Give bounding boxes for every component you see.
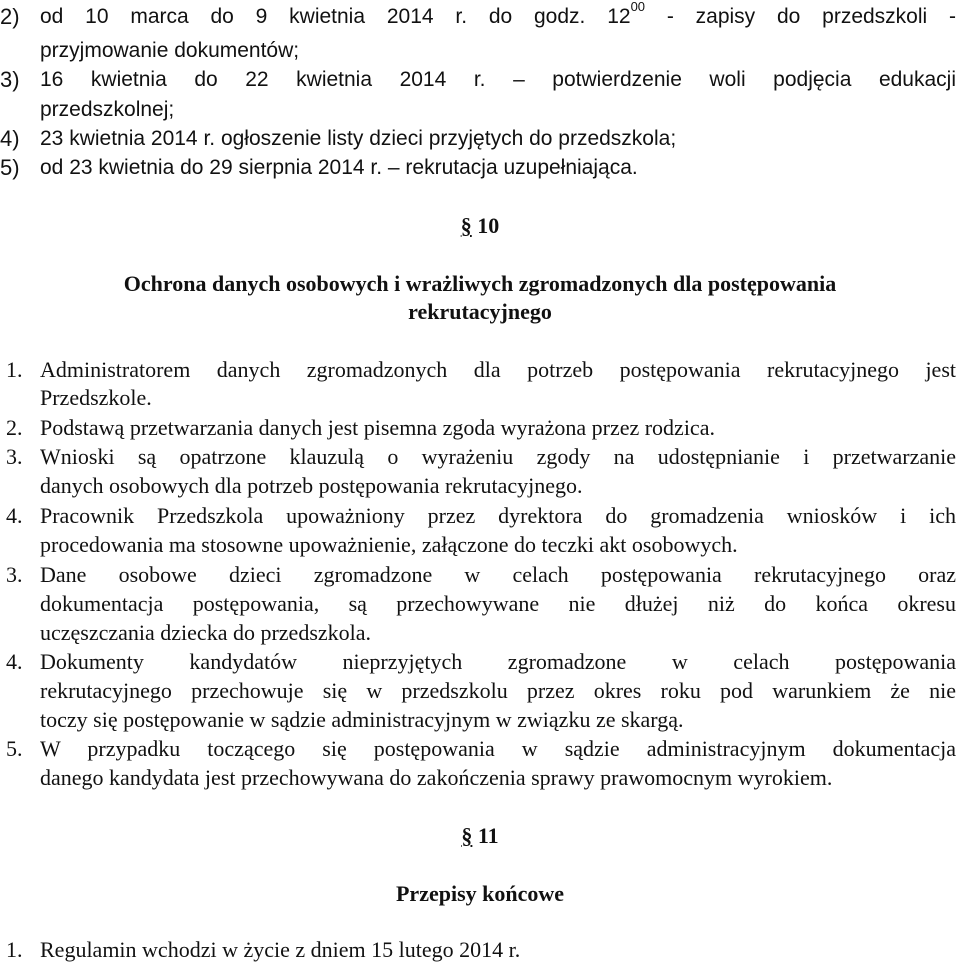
item-text: Wnioski są opatrzone klauzulą o wyrażeniu zgody na udostępnianie i przetwarzanie bbox=[40, 444, 956, 469]
item-text: W przypadku toczącego się postępowania w sądzie administracyjnym dokumentacja bbox=[40, 736, 956, 761]
list-number: 2) bbox=[0, 4, 20, 29]
section-10-title: Ochrona danych osobowych i wrażliwych zgromadzonych dla postępowania bbox=[123, 271, 837, 296]
list-text-cont: przyjmowanie dokumentów; bbox=[40, 39, 300, 62]
item-text: Dane osobowe dzieci zgromadzone w celach postępowania rekrutacyjnego oraz bbox=[40, 562, 956, 587]
list-number: 4) bbox=[0, 126, 20, 151]
section-11-title: Przepisy końcowe bbox=[395, 881, 565, 906]
item-number: 4. bbox=[6, 649, 23, 674]
list-number: 3) bbox=[0, 67, 20, 92]
list-text: od 23 kwietnia do 29 sierpnia 2014 r. – rekrutacja uzupełniająca. bbox=[40, 156, 638, 179]
item-text-cont: danych osobowych dla potrzeb postępowania rekrutacyjnego. bbox=[40, 473, 583, 498]
item-text: Dokumenty kandydatów nieprzyjętych zgromadzone w celach postępowania bbox=[40, 649, 956, 674]
item-text: Pracownik Przedszkola upoważniony przez dyrektora do gromadzenia wniosków i ich bbox=[40, 503, 956, 528]
item-text-cont: toczy się postępowanie w sądzie administracyjnym w związku ze skargą. bbox=[40, 707, 684, 732]
section-11-heading bbox=[0, 822, 960, 850]
item-number: 3. bbox=[6, 444, 23, 469]
section-number: 10 bbox=[477, 213, 500, 238]
item-text: Podstawą przetwarzania danych jest pisemna zgoda wyrażona przez rodzica. bbox=[40, 415, 715, 440]
item-number: 2. bbox=[6, 415, 23, 440]
item-number: 1. bbox=[6, 937, 23, 962]
section-10-title-cont: rekrutacyjnego bbox=[408, 299, 552, 324]
list-text: od 10 marca do 9 kwietnia 2014 r. do godz. $12^{00}$ - zapisy do przedszkoli - bbox=[40, 0, 956, 28]
list-text: 16 kwietnia do 22 kwietnia 2014 r. – potwierdzenie woli podjęcia edukacji bbox=[40, 68, 956, 91]
item-text-cont: uczęszczania dziecka do przedszkola. bbox=[40, 620, 372, 645]
item-text-cont: Przedszkole. bbox=[40, 385, 152, 410]
item-number: 5. bbox=[6, 736, 23, 761]
list-text: 23 kwietnia 2014 r. ogłoszenie listy dzieci przyjętych do przedszkola; bbox=[40, 127, 677, 150]
section-10-heading bbox=[0, 212, 960, 240]
list-text-cont: przedszkolnej; bbox=[40, 98, 175, 121]
item-number: 4. bbox=[6, 503, 23, 528]
list-number: 5) bbox=[0, 155, 20, 180]
section-symbol: § bbox=[460, 213, 472, 238]
section-symbol: § bbox=[461, 823, 473, 848]
item-text-cont: danego kandydata jest przechowywana do zakończenia sprawy prawomocnym wyrokiem. bbox=[40, 765, 833, 790]
item-text-cont: dokumentacja postępowania, są przechowywane nie dłużej niż do końca okresu bbox=[40, 591, 956, 616]
item-text-cont: procedowania ma stosowne upoważnienie, załączone do teczki akt osobowych. bbox=[40, 532, 738, 557]
item-text: Regulamin wchodzi w życie z dniem 15 lutego 2014 r. bbox=[40, 937, 521, 962]
item-number: 1. bbox=[6, 357, 23, 382]
item-text-cont: rekrutacyjnego przechowuje się w przedszkolu przez okres roku pod warunkiem że nie bbox=[40, 678, 956, 703]
item-text: Administratorem danych zgromadzonych dla potrzeb postępowania rekrutacyjnego jest bbox=[40, 357, 956, 382]
item-number: 3. bbox=[6, 562, 23, 587]
section-number: 11 bbox=[477, 823, 499, 848]
